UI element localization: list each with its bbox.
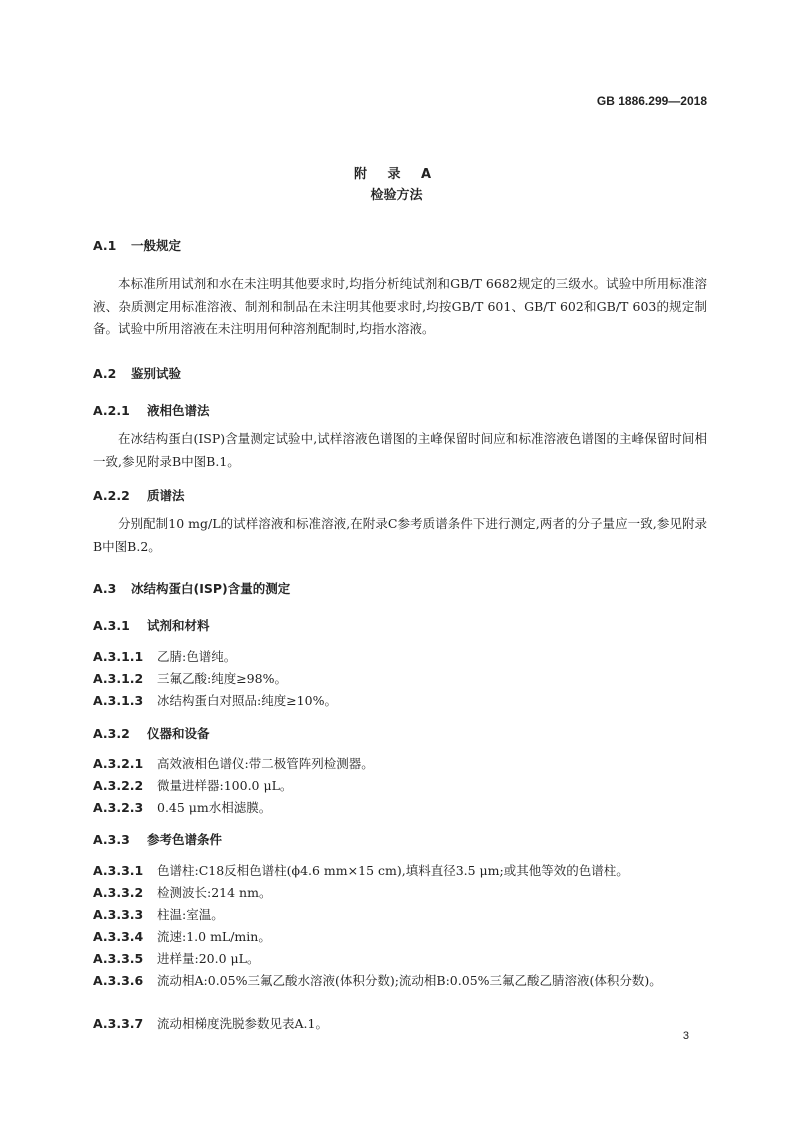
section-title: 参考色谱条件: [147, 832, 223, 847]
list-item: A.3.3.1 色谱柱:C18反相色谱柱(ϕ4.6 mm×15 cm),填料直径3.5 μm;或其他等效的色谱柱。: [93, 863, 629, 878]
list-item: A.3.2.2 微量进样器:100.0 μL。: [93, 778, 293, 793]
section-title: 冰结构蛋白(ISP)含量的测定: [131, 581, 291, 596]
section-title: 液相色谱法: [147, 403, 210, 418]
section-number: A.3.1: [93, 618, 130, 633]
section-heading-a22: [93, 486, 185, 504]
section-number: A.3.2: [93, 726, 130, 741]
appendix-label: 附 录 A: [353, 167, 440, 182]
section-number: A.3: [93, 581, 117, 596]
section-number: A.2.1: [93, 403, 130, 418]
section-title: 仪器和设备: [147, 726, 210, 741]
list-item: A.3.3.6 流动相A:0.05%三氟乙酸水溶液(体积分数);流动相B:0.05%三氟乙酸乙腈溶液(体积分数)。: [93, 973, 662, 988]
section-number: A.3.3: [93, 832, 130, 847]
paragraph-text: 分别配制10 mg/L的试样溶液和标准溶液,在附录C参考质谱条件下进行测定,两者的分子量应一致,参见附录B中图B.2。: [93, 516, 707, 554]
appendix-title: 检验方法: [370, 188, 423, 203]
paragraph-text: 本标准所用试剂和水在未注明其他要求时,均指分析纯试剂和GB/T 6682规定的三级水。试验中所用标准溶液、杂质测定用标准溶液、制剂和制品在未注明其他要求时,均按GB/T 601、GB/T 602和GB/T 603的规定制备。试验中所用溶液在未注明用何种溶剂配制时,均指水溶液。: [93, 276, 707, 336]
section-number: A.2: [93, 366, 117, 381]
section-number: A.1: [93, 238, 117, 253]
section-heading-a2: [93, 364, 181, 382]
list-item: A.3.2.1 高效液相色谱仪:带二极管阵列检测器。: [93, 756, 374, 771]
section-heading-a32: [93, 724, 210, 742]
section-number: A.2.2: [93, 488, 130, 503]
section-heading-a1: [93, 236, 181, 254]
paragraph-a21: [93, 428, 707, 473]
list-item: A.3.3.7 流动相梯度洗脱参数见表A.1。: [93, 1016, 328, 1031]
list-item: A.3.1.1 乙腈:色谱纯。: [93, 649, 237, 664]
standard-code: GB 1886.299—2018: [596, 94, 707, 108]
page-number: 3: [682, 1030, 689, 1042]
list-item: A.3.1.3 冰结构蛋白对照品:纯度≥10%。: [93, 693, 337, 708]
paragraph-text: 在冰结构蛋白(ISP)含量测定试验中,试样溶液色谱图的主峰保留时间应和标准溶液色谱图的主峰保留时间相一致,参见附录B中图B.1。: [93, 431, 707, 469]
section-heading-a31: [93, 616, 210, 634]
section-title: 试剂和材料: [147, 618, 210, 633]
section-heading-a21: [93, 401, 210, 419]
list-item: A.3.1.2 三氟乙酸:纯度≥98%。: [93, 671, 287, 686]
section-title: 鉴别试验: [131, 366, 182, 381]
paragraph-a1: [93, 273, 707, 341]
section-title: 质谱法: [147, 488, 185, 503]
section-heading-a3: [93, 579, 290, 597]
list-item: A.3.3.3 柱温:室温。: [93, 907, 224, 922]
list-item: A.3.3.2 检测波长:214 nm。: [93, 885, 272, 900]
list-item: A.3.3.5 进样量:20.0 μL。: [93, 951, 260, 966]
section-title: 一般规定: [131, 238, 182, 253]
section-heading-a33: [93, 830, 222, 848]
list-item: A.3.2.3 0.45 μm水相滤膜。: [93, 800, 272, 815]
list-item: A.3.3.4 流速:1.0 mL/min。: [93, 929, 271, 944]
paragraph-a22: [93, 513, 707, 558]
